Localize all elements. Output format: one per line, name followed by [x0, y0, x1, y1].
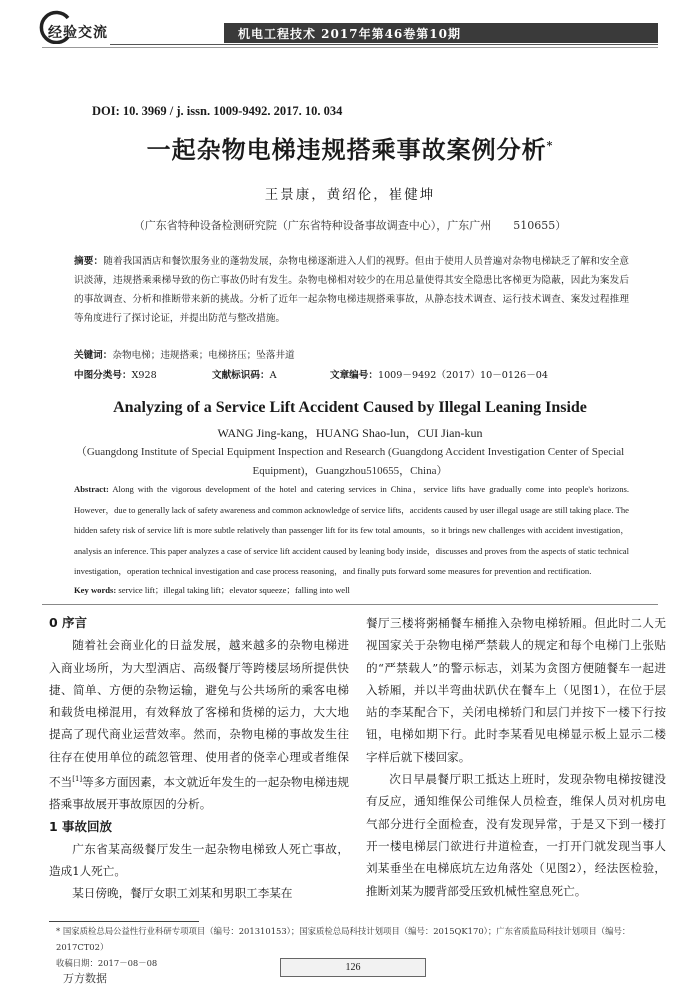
article-number: [330, 367, 548, 381]
section-label: 经验交流: [48, 25, 108, 41]
journal-info: 机电工程技术 2017年第46卷第10期: [238, 27, 461, 41]
body-column-left: [49, 612, 349, 905]
body-column-right: [366, 612, 666, 902]
header-rule: [110, 44, 658, 45]
abstract-cn-text: 随着我国酒店和餐饮服务业的蓬勃发展，杂物电梯逐渐进入人们的视野。但由于使用人员普遍对杂物电梯缺乏了解和安全意识淡薄，违规搭乘乘梯导致的伤亡事故仍时有发生。杂物电梯相对较少的在用总量使得其安全隐患比客梯更为隐蔽，因此为案发后的事故调查、分析和推断带来新的挑战。分析了近年一起杂物电梯违规搭乘事故，从静态技术调查、运行技术调查、案发过程推理等角度进行了探讨论证，并提出防范与整改措施。: [74, 256, 629, 324]
watermark: 万方数据: [63, 972, 107, 985]
abstract-en: [74, 479, 629, 582]
abstract-cn-label: 摘要：: [74, 256, 104, 267]
abstract-en-label: Abstract:: [74, 484, 109, 494]
received-date: 收稿日期：2017－08－08: [56, 958, 158, 968]
funding-note: * 国家质检总局公益性行业科研专项项目（编号：201310153）；国家质检总局科技计划项目（编号：2015QK170）；广东省质监局科技计划项目（编号：2017CT02）: [56, 926, 631, 952]
abstract-en-text: Along with the vigorous development of the hotel and catering services in China，service lifts have gradually come into people's horizons. However，due to generally lack of safety awareness and common acknowledge of service lifts，accidents caused by user illegal usage are still taking place. The hidden safety risk of service lift is more subtle relatively than passenger lift for its few total amounts，so it brings new challenges with accident investigation，analysis an inference. This paper analyzes a case of service lift accident caused by leaning body inside，discusses and proves from the aspects of static technical investigation，operation technical investigation and case process reasoning，and finally puts forward some measures for prevention and rectification.: [74, 484, 629, 577]
keywords-en-label: Key words:: [74, 585, 117, 595]
article-number-value: 1009－9492（2017）10－0126－04: [377, 370, 549, 381]
abstract-cn: [74, 252, 629, 328]
authors-en: WANG Jing-kang，HUANG Shao-lun，CUI Jian-kun: [217, 426, 483, 440]
header-rule-thin: [42, 47, 658, 48]
title-cn: [0, 130, 700, 165]
abstract-separator: [42, 604, 658, 605]
citation-ref: [1]: [72, 775, 83, 784]
intro-paragraph: [49, 634, 349, 815]
section-heading-intro: 0 序言: [49, 615, 88, 630]
keywords-cn: [74, 347, 295, 361]
keywords-en: [74, 584, 350, 596]
page-number: 126: [280, 958, 426, 977]
keywords-en-text: service lift；illegal taking lift；elevator squeeze；falling into well: [118, 585, 350, 595]
intro-text-end: 等多方面因素，本文就近年发生的一起杂物电梯违规搭乘事故展开事故原因的分析。: [49, 774, 349, 812]
document-code-value: A: [269, 370, 277, 381]
document-code: [212, 367, 277, 381]
article-number-label: 文章编号：: [330, 370, 378, 381]
accident-paragraph-2: 某日傍晚，餐厅女职工刘某和男职工李某在: [72, 886, 293, 901]
footnote-rule: [49, 921, 199, 922]
title-en: Analyzing of a Service Lift Accident Caused by Illegal Leaning Inside: [113, 399, 587, 416]
document-code-label: 文献标识码：: [212, 370, 270, 381]
clc-label: 中图分类号：: [74, 370, 132, 381]
keywords-cn-label: 关键词：: [74, 350, 113, 361]
intro-text: 随着社会商业化的日益发展，越来越多的杂物电梯进入商业场所，为大型酒店、高级餐厅等跨楼层场所提供快捷、简单、方便的杂物运输，避免与公共场所的乘客电梯和载货电梯混用，有效释放了客梯和货梯的运力，大大地提高了现代商业运营效率。然而，杂物电梯的事故发生往往存在使用单位的疏忽管理、使用者的侥幸心理或者维保不当: [49, 638, 349, 789]
title-cn-text: 一起杂物电梯违规搭乘事故案例分析: [146, 135, 547, 164]
affiliation-en: （Guangdong Institute of Special Equipment Inspection and Research (Guangdong Accident Investigation Center of Special Equipment)，Guangzhou510655，China）: [75, 446, 625, 477]
accident-paragraph-2-continued: 餐厅三楼将粥桶餐车桶推入杂物电梯轿厢。但此时二人无视国家关于杂物电梯严禁载人的规定和每个电梯门上张贴的“严禁载人”的警示标志，刘某为贪图方便随餐车一起进入轿厢，并以半弯曲状趴伏在餐车上（见图1），在位于层站的李某配合下，关闭电梯轿门和层门并按下一楼下行按钮，电梯如期下行。此时李某看见电梯显示板上显示二楼字样后就下楼回家。: [366, 616, 666, 764]
affiliation-cn: （广东省特种设备检测研究院（广东省特种设备事故调查中心），广东广州 510655）: [133, 219, 567, 232]
accident-paragraph-1: 广东省某高级餐厅发生一起杂物电梯致人死亡事故，造成1人死亡。: [49, 841, 349, 879]
section-heading-accident: 1 事故回放: [49, 818, 113, 834]
title-footnote-mark: *: [546, 139, 554, 152]
clc-number: [74, 367, 157, 381]
clc-value: X928: [131, 370, 157, 381]
authors-cn: 王景康，黄绍伦，崔健坤: [264, 187, 436, 203]
doi: DOI: 10. 3969 / j. issn. 1009-9492. 2017. 10. 034: [92, 104, 343, 118]
keywords-cn-text: 杂物电梯；违规搭乘；电梯挤压；坠落井道: [112, 350, 295, 361]
accident-paragraph-3: 次日早晨餐厅职工抵达上班时，发现杂物电梯按键没有反应，通知维保公司维保人员检查，维保人员对机房电气部分进行全面检查，没有发现异常，于是又下到一楼打开一楼电梯层门欲进行井道检查，一打开门就发现当事人刘某垂坐在电梯底坑左边角落处（见图2），经法医检验，推断刘某为腰背部受压致机械性窒息死亡。: [366, 772, 666, 898]
